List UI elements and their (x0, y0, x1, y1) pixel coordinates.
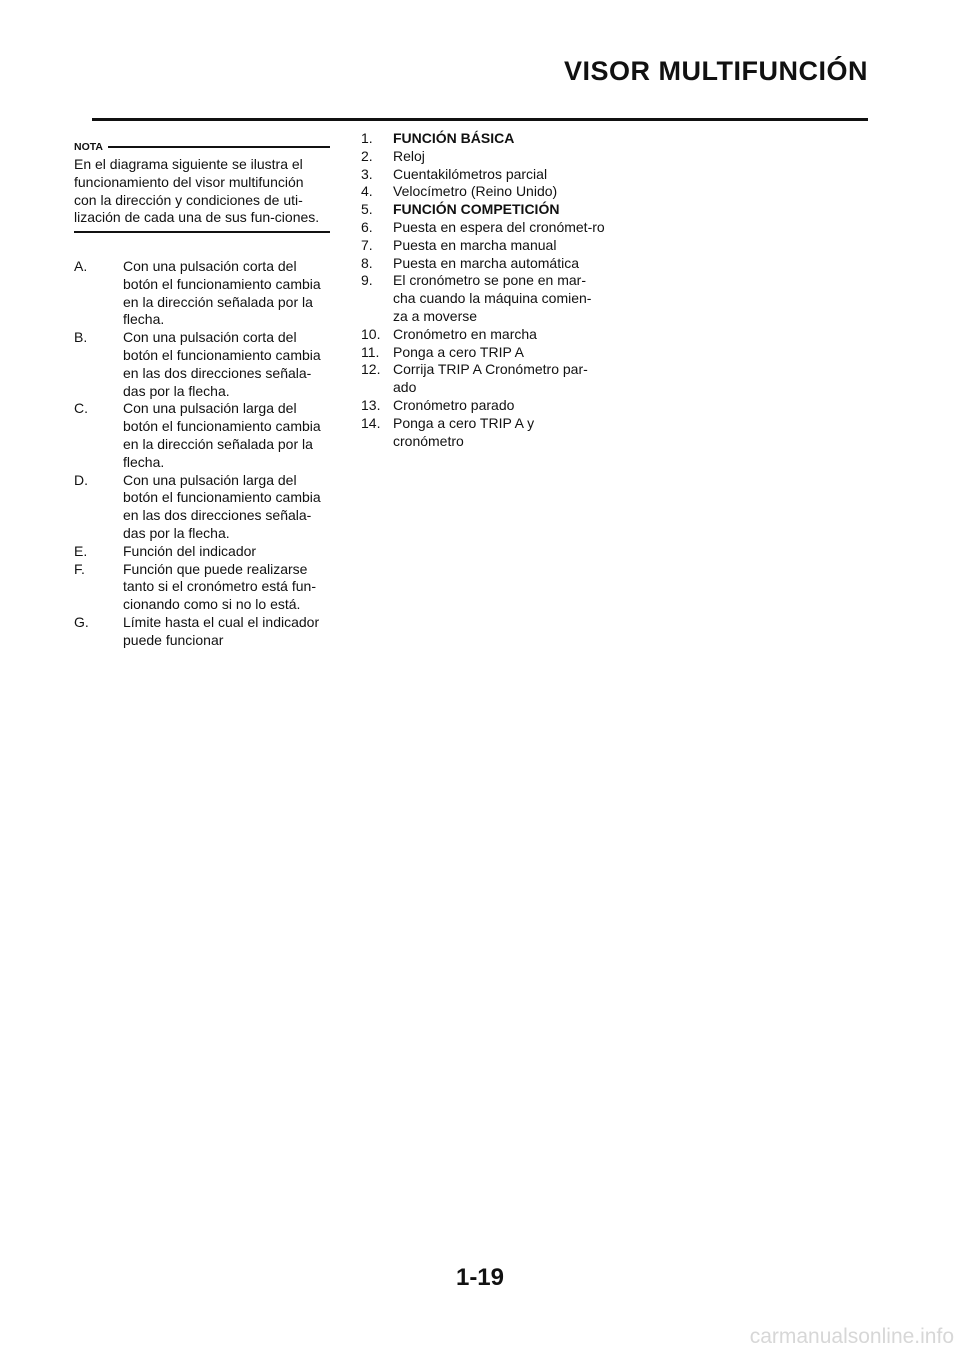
note-text: En el diagrama siguiente se ilustra el funcionamiento del visor multifunción con la dirección y condiciones de uti-lización de cada una de sus fun-ciones. (74, 156, 330, 233)
item-text: FUNCIÓN BÁSICA (393, 130, 515, 146)
list-item (74, 258, 330, 329)
item-marker: 10. (361, 325, 381, 342)
item-marker: G. (74, 613, 89, 630)
list-item (74, 543, 330, 561)
item-text: Velocímetro (Reino Unido) (393, 183, 558, 200)
list-item (74, 400, 330, 471)
item-marker: 2. (361, 147, 373, 164)
item-text: FUNCIÓN COMPETICIÓN (393, 201, 560, 218)
list-item (361, 201, 606, 219)
item-text: Función del indicador (123, 542, 257, 559)
item-text: Puesta en marcha manual (393, 236, 557, 253)
list-item (361, 326, 606, 344)
item-text: Cronómetro parado (393, 396, 515, 413)
item-text: Con una pulsación larga del botón el funcionamiento cambia en la dirección señalada por la flecha. (123, 400, 321, 470)
item-text: Con una pulsación corta del botón el funcionamiento cambia en la dirección señalada por la flecha. (123, 258, 321, 328)
header-rule (92, 118, 868, 121)
item-marker: 12. (361, 361, 381, 378)
note-box (74, 140, 330, 233)
item-marker: 8. (361, 254, 373, 271)
list-item (74, 472, 330, 543)
list-item (74, 614, 330, 650)
item-text: Puesta en marcha automática (393, 254, 579, 271)
list-item (361, 166, 606, 184)
item-text: Función que puede realizarse tanto si el cronómetro está fun-cionando como si no lo está. (123, 560, 316, 613)
list-item (361, 237, 606, 255)
item-text: Ponga a cero TRIP A (393, 343, 525, 360)
item-marker: 7. (361, 236, 373, 253)
item-text: Ponga a cero TRIP A y cronómetro (393, 414, 535, 449)
item-marker: E. (74, 542, 88, 559)
note-rule (108, 146, 330, 148)
list-item (361, 397, 606, 415)
list-item (361, 130, 606, 148)
list-item (361, 255, 606, 273)
note-label: NOTA (74, 141, 103, 153)
list-item (361, 272, 606, 325)
item-marker: F. (74, 560, 85, 577)
list-item (361, 148, 606, 166)
list-item (361, 361, 606, 397)
list-item (74, 329, 330, 400)
item-marker: 1. (361, 130, 373, 146)
note-header (74, 140, 330, 154)
list-item (361, 183, 606, 201)
item-text: Con una pulsación larga del botón el funcionamiento cambia en las dos direcciones señala-das por la flecha. (123, 471, 321, 541)
item-marker: B. (74, 329, 88, 346)
legend-number-list (361, 130, 606, 450)
list-item (361, 219, 606, 237)
item-text: Corrija TRIP A Cronómetro par-ado (393, 361, 588, 396)
item-text: Límite hasta el cual el indicador puede funcionar (123, 613, 320, 648)
watermark-text: carmanualsonline.info (749, 1325, 954, 1348)
item-text: Cuentakilómetros parcial (393, 165, 548, 182)
item-marker: 3. (361, 165, 373, 182)
item-marker: 5. (361, 201, 373, 218)
item-marker: A. (74, 258, 88, 274)
page-title: VISOR MULTIFUNCIÓN (564, 56, 868, 86)
item-text: Con una pulsación corta del botón el funcionamiento cambia en las dos direcciones señala-das por la flecha. (123, 329, 321, 399)
item-text: Reloj (393, 147, 425, 164)
item-marker: 14. (361, 414, 381, 431)
list-item (361, 344, 606, 362)
item-text: Puesta en espera del cronómet-ro (393, 218, 605, 235)
item-marker: 13. (361, 396, 381, 413)
item-marker: 11. (361, 343, 380, 360)
list-item (361, 415, 606, 451)
item-marker: D. (74, 471, 88, 488)
item-marker: 9. (361, 272, 373, 289)
item-marker: 6. (361, 218, 373, 235)
legend-letter-list (74, 258, 330, 650)
item-text: El cronómetro se pone en mar-cha cuando la máquina comien-za a moverse (393, 272, 592, 324)
list-item (74, 561, 330, 614)
item-marker: C. (74, 400, 88, 417)
item-text: Cronómetro en marcha (393, 325, 537, 342)
item-marker: 4. (361, 183, 373, 200)
page-number: 1-19 (455, 1264, 505, 1291)
